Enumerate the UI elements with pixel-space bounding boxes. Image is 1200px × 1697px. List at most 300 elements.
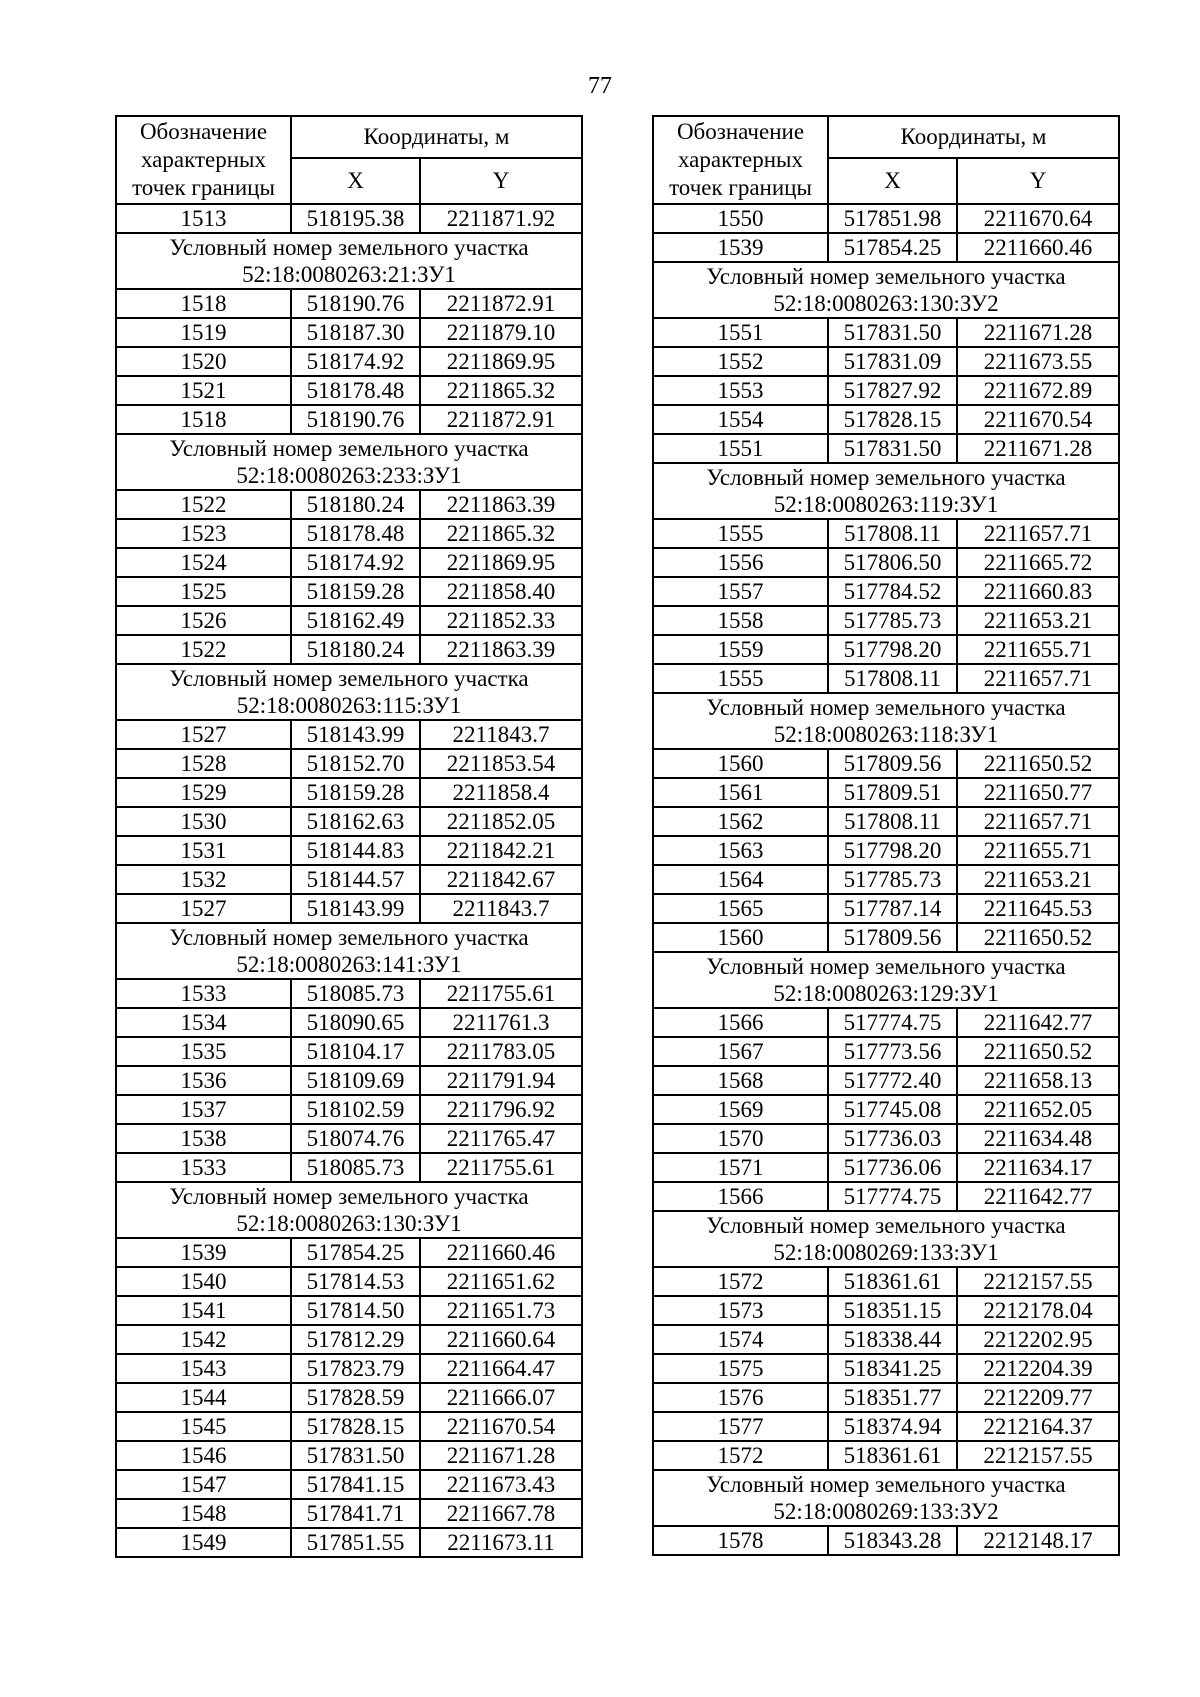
y-cell: 2211765.47: [420, 1124, 582, 1153]
x-cell: 518190.76: [291, 289, 420, 318]
parcel-number: 52:18:0080263:119:ЗУ1: [773, 492, 999, 517]
x-cell: 518180.24: [291, 490, 420, 519]
x-cell: 517787.14: [828, 894, 957, 923]
section-row: [116, 233, 582, 289]
x-cell: 518143.99: [291, 894, 420, 923]
table-row: [653, 577, 1119, 606]
point-cell: 1573: [653, 1296, 828, 1325]
y-cell: 2211672.89: [957, 376, 1119, 405]
table-row: [653, 1124, 1119, 1153]
x-cell: 517851.55: [291, 1528, 420, 1557]
table-row: [653, 1526, 1119, 1555]
parcel-number: 52:18:0080263:130:ЗУ2: [773, 291, 999, 316]
x-cell: 518174.92: [291, 548, 420, 577]
x-cell: 517772.40: [828, 1066, 957, 1095]
y-cell: 2211865.32: [420, 519, 582, 548]
x-cell: 517823.79: [291, 1354, 420, 1383]
x-cell: 518152.70: [291, 749, 420, 778]
header-point-designation: Обозначение характерных точек границы: [653, 116, 828, 204]
y-cell: 2211783.05: [420, 1037, 582, 1066]
table-row: [116, 720, 582, 749]
table-row: [116, 606, 582, 635]
table-row: [653, 778, 1119, 807]
x-cell: 517745.08: [828, 1095, 957, 1124]
y-cell: 2212148.17: [957, 1526, 1119, 1555]
table-row: [653, 635, 1119, 664]
x-cell: 518178.48: [291, 519, 420, 548]
point-cell: 1538: [116, 1124, 291, 1153]
table-row: [653, 1325, 1119, 1354]
point-cell: 1522: [116, 490, 291, 519]
parcel-number: 52:18:0080263:21:ЗУ1: [242, 262, 456, 287]
y-cell: 2211660.83: [957, 577, 1119, 606]
table-row: [116, 204, 582, 233]
table-row: [116, 1008, 582, 1037]
x-cell: 518104.17: [291, 1037, 420, 1066]
y-cell: 2211655.71: [957, 836, 1119, 865]
x-cell: 518085.73: [291, 1153, 420, 1182]
parcel-number: 52:18:0080263:115:ЗУ1: [236, 693, 462, 718]
point-cell: 1518: [116, 289, 291, 318]
y-cell: 2211650.52: [957, 923, 1119, 952]
table-row: [653, 1412, 1119, 1441]
y-cell: 2211645.53: [957, 894, 1119, 923]
table-row: [116, 519, 582, 548]
y-cell: 2211671.28: [420, 1441, 582, 1470]
point-cell: 1567: [653, 1037, 828, 1066]
table-row: [116, 376, 582, 405]
parcel-number: 52:18:0080263:118:ЗУ1: [773, 722, 999, 747]
x-cell: 517736.03: [828, 1124, 957, 1153]
y-cell: 2211634.48: [957, 1124, 1119, 1153]
point-cell: 1574: [653, 1325, 828, 1354]
table-row: [116, 749, 582, 778]
table-row: [116, 1412, 582, 1441]
table-row: [653, 1095, 1119, 1124]
section-row: [116, 923, 582, 979]
x-cell: 518338.44: [828, 1325, 957, 1354]
y-cell: 2211642.77: [957, 1008, 1119, 1037]
x-cell: 518180.24: [291, 635, 420, 664]
parcel-number-cell: [116, 434, 582, 490]
section-row: [653, 952, 1119, 1008]
point-cell: 1525: [116, 577, 291, 606]
x-cell: 518195.38: [291, 204, 420, 233]
point-cell: 1546: [116, 1441, 291, 1470]
table-row: [653, 1267, 1119, 1296]
point-cell: 1569: [653, 1095, 828, 1124]
parcel-number-cell: [116, 1182, 582, 1238]
table-row: [653, 1153, 1119, 1182]
parcel-number-cell: [116, 923, 582, 979]
parcel-number-cell: [653, 262, 1119, 318]
point-cell: 1524: [116, 548, 291, 577]
x-cell: 518144.83: [291, 836, 420, 865]
y-cell: 2211858.4: [420, 778, 582, 807]
x-cell: 518190.76: [291, 405, 420, 434]
point-cell: 1527: [116, 894, 291, 923]
table-row: [116, 1238, 582, 1267]
table-row: [116, 1095, 582, 1124]
x-cell: 518090.65: [291, 1008, 420, 1037]
table-row: [116, 1325, 582, 1354]
y-cell: 2212178.04: [957, 1296, 1119, 1325]
point-cell: 1533: [116, 1153, 291, 1182]
y-cell: 2211791.94: [420, 1066, 582, 1095]
point-cell: 1527: [116, 720, 291, 749]
x-cell: 518074.76: [291, 1124, 420, 1153]
table-row: [653, 606, 1119, 635]
y-cell: 2211761.3: [420, 1008, 582, 1037]
y-cell: 2211634.17: [957, 1153, 1119, 1182]
point-cell: 1555: [653, 664, 828, 693]
point-cell: 1544: [116, 1383, 291, 1412]
x-cell: 517812.29: [291, 1325, 420, 1354]
table-row: [116, 894, 582, 923]
parcel-number-cell: [116, 664, 582, 720]
point-cell: 1520: [116, 347, 291, 376]
x-cell: 518109.69: [291, 1066, 420, 1095]
y-cell: 2211664.47: [420, 1354, 582, 1383]
x-cell: 517831.50: [828, 318, 957, 347]
header-coordinates: Координаты, м: [291, 116, 582, 158]
x-cell: 517814.53: [291, 1267, 420, 1296]
y-cell: 2211853.54: [420, 749, 582, 778]
point-cell: 1549: [116, 1528, 291, 1557]
table-row: [116, 1528, 582, 1557]
table-row: [653, 664, 1119, 693]
point-cell: 1537: [116, 1095, 291, 1124]
point-cell: 1545: [116, 1412, 291, 1441]
x-cell: 517736.06: [828, 1153, 957, 1182]
table-row: [653, 1383, 1119, 1412]
x-cell: 517798.20: [828, 635, 957, 664]
x-cell: 518085.73: [291, 979, 420, 1008]
parcel-number: 52:18:0080263:233:ЗУ1: [236, 463, 462, 488]
x-cell: 517831.50: [291, 1441, 420, 1470]
y-cell: 2211842.21: [420, 836, 582, 865]
x-cell: 518341.25: [828, 1354, 957, 1383]
x-cell: 518178.48: [291, 376, 420, 405]
point-cell: 1529: [116, 778, 291, 807]
y-cell: 2211865.32: [420, 376, 582, 405]
table-row: [116, 1267, 582, 1296]
point-cell: 1551: [653, 318, 828, 347]
x-cell: 517808.11: [828, 519, 957, 548]
table-row: [116, 548, 582, 577]
x-cell: 517806.50: [828, 548, 957, 577]
y-cell: 2211863.39: [420, 490, 582, 519]
y-cell: 2211673.11: [420, 1528, 582, 1557]
point-cell: 1543: [116, 1354, 291, 1383]
x-cell: 517831.50: [828, 434, 957, 463]
point-cell: 1530: [116, 807, 291, 836]
point-cell: 1542: [116, 1325, 291, 1354]
y-cell: 2211671.28: [957, 434, 1119, 463]
table-row: [116, 1383, 582, 1412]
y-cell: 2211650.52: [957, 1037, 1119, 1066]
table-row: [653, 1182, 1119, 1211]
x-cell: 517808.11: [828, 664, 957, 693]
point-cell: 1555: [653, 519, 828, 548]
parcel-number: 52:18:0080263:130:ЗУ1: [236, 1211, 462, 1236]
table-row: [116, 1124, 582, 1153]
parcel-caption: Условный номер земельного участка: [169, 436, 529, 461]
header-point-designation: Обозначение характерных точек границы: [116, 116, 291, 204]
y-cell: 2211755.61: [420, 1153, 582, 1182]
point-cell: 1523: [116, 519, 291, 548]
y-cell: 2211872.91: [420, 405, 582, 434]
table-row: [116, 318, 582, 347]
parcel-caption: Условный номер земельного участка: [706, 695, 1066, 720]
parcel-number: 52:18:0080269:133:ЗУ2: [773, 1499, 999, 1524]
section-row: [116, 664, 582, 720]
page-number: 77: [588, 73, 612, 99]
header-y: Y: [957, 158, 1119, 204]
x-cell: 517798.20: [828, 836, 957, 865]
x-cell: 517809.56: [828, 923, 957, 952]
parcel-number-cell: [653, 1470, 1119, 1526]
y-cell: 2212164.37: [957, 1412, 1119, 1441]
point-cell: 1522: [116, 635, 291, 664]
y-cell: 2211872.91: [420, 289, 582, 318]
point-cell: 1572: [653, 1441, 828, 1470]
table-row: [116, 490, 582, 519]
section-row: [116, 434, 582, 490]
y-cell: 2211670.54: [957, 405, 1119, 434]
table-row: [653, 1037, 1119, 1066]
y-cell: 2211660.46: [957, 233, 1119, 262]
parcel-caption: Условный номер земельного участка: [169, 666, 529, 691]
y-cell: 2212209.77: [957, 1383, 1119, 1412]
table-row: [116, 865, 582, 894]
table-row: [653, 865, 1119, 894]
point-cell: 1572: [653, 1267, 828, 1296]
table-row: [653, 1354, 1119, 1383]
table-row: [116, 1153, 582, 1182]
parcel-caption: Условный номер земельного участка: [169, 1184, 529, 1209]
x-cell: 517828.15: [828, 405, 957, 434]
x-cell: 518374.94: [828, 1412, 957, 1441]
y-cell: 2211651.62: [420, 1267, 582, 1296]
header-x: X: [828, 158, 957, 204]
table-row: [116, 405, 582, 434]
section-row: [653, 693, 1119, 749]
table-row: [653, 749, 1119, 778]
x-cell: 517774.75: [828, 1182, 957, 1211]
y-cell: 2211879.10: [420, 318, 582, 347]
parcel-caption: Условный номер земельного участка: [706, 1213, 1066, 1238]
point-cell: 1571: [653, 1153, 828, 1182]
table-row: [116, 347, 582, 376]
point-cell: 1565: [653, 894, 828, 923]
point-cell: 1566: [653, 1182, 828, 1211]
x-cell: 518343.28: [828, 1526, 957, 1555]
parcel-caption: Условный номер земельного участка: [169, 925, 529, 950]
parcel-number: 52:18:0080263:141:ЗУ1: [236, 952, 462, 977]
header-coordinates: Координаты, м: [828, 116, 1119, 158]
y-cell: 2211665.72: [957, 548, 1119, 577]
x-cell: 517828.59: [291, 1383, 420, 1412]
point-cell: 1528: [116, 749, 291, 778]
table-row: [116, 1037, 582, 1066]
y-cell: 2211671.28: [957, 318, 1119, 347]
point-cell: 1568: [653, 1066, 828, 1095]
x-cell: 518351.77: [828, 1383, 957, 1412]
x-cell: 517851.98: [828, 204, 957, 233]
section-row: [653, 262, 1119, 318]
table-row: [653, 807, 1119, 836]
table-row: [116, 1499, 582, 1528]
y-cell: 2211858.40: [420, 577, 582, 606]
point-cell: 1557: [653, 577, 828, 606]
point-cell: 1566: [653, 1008, 828, 1037]
point-cell: 1576: [653, 1383, 828, 1412]
y-cell: 2211660.46: [420, 1238, 582, 1267]
y-cell: 2211657.71: [957, 664, 1119, 693]
point-cell: 1539: [116, 1238, 291, 1267]
x-cell: 517809.56: [828, 749, 957, 778]
parcel-number-cell: [653, 693, 1119, 749]
y-cell: 2211653.21: [957, 865, 1119, 894]
y-cell: 2211660.64: [420, 1325, 582, 1354]
x-cell: 517831.09: [828, 347, 957, 376]
table-row: [116, 1066, 582, 1095]
table-row: [116, 577, 582, 606]
y-cell: 2211657.71: [957, 807, 1119, 836]
coordinates-table-right: [652, 115, 1120, 1556]
parcel-number-cell: [653, 463, 1119, 519]
x-cell: 518162.49: [291, 606, 420, 635]
point-cell: 1548: [116, 1499, 291, 1528]
table-row: [116, 1354, 582, 1383]
point-cell: 1535: [116, 1037, 291, 1066]
point-cell: 1540: [116, 1267, 291, 1296]
parcel-number-cell: [653, 1211, 1119, 1267]
point-cell: 1553: [653, 376, 828, 405]
y-cell: 2211651.73: [420, 1296, 582, 1325]
y-cell: 2211670.64: [957, 204, 1119, 233]
point-cell: 1541: [116, 1296, 291, 1325]
x-cell: 517828.15: [291, 1412, 420, 1441]
table-row: [653, 1008, 1119, 1037]
point-cell: 1552: [653, 347, 828, 376]
x-cell: 517774.75: [828, 1008, 957, 1037]
x-cell: 517854.25: [828, 233, 957, 262]
point-cell: 1577: [653, 1412, 828, 1441]
y-cell: 2211869.95: [420, 548, 582, 577]
point-cell: 1560: [653, 923, 828, 952]
x-cell: 518159.28: [291, 778, 420, 807]
table-row: [116, 1296, 582, 1325]
y-cell: 2211673.55: [957, 347, 1119, 376]
parcel-caption: Условный номер земельного участка: [706, 465, 1066, 490]
x-cell: 517808.11: [828, 807, 957, 836]
point-cell: 1531: [116, 836, 291, 865]
x-cell: 518361.61: [828, 1267, 957, 1296]
y-cell: 2211666.07: [420, 1383, 582, 1412]
y-cell: 2212157.55: [957, 1441, 1119, 1470]
x-cell: 517785.73: [828, 606, 957, 635]
table-row: [653, 1296, 1119, 1325]
point-cell: 1551: [653, 434, 828, 463]
x-cell: 518159.28: [291, 577, 420, 606]
y-cell: 2211755.61: [420, 979, 582, 1008]
y-cell: 2211852.33: [420, 606, 582, 635]
table-row: [653, 233, 1119, 262]
header-x: X: [291, 158, 420, 204]
point-cell: 1532: [116, 865, 291, 894]
parcel-number-cell: [653, 952, 1119, 1008]
table-row: [653, 519, 1119, 548]
parcel-number: 52:18:0080263:129:ЗУ1: [773, 981, 999, 1006]
point-cell: 1564: [653, 865, 828, 894]
table-row: [116, 289, 582, 318]
y-cell: 2211670.54: [420, 1412, 582, 1441]
point-cell: 1536: [116, 1066, 291, 1095]
y-cell: 2211657.71: [957, 519, 1119, 548]
y-cell: 2211652.05: [957, 1095, 1119, 1124]
point-cell: 1556: [653, 548, 828, 577]
x-cell: 517814.50: [291, 1296, 420, 1325]
x-cell: 518361.61: [828, 1441, 957, 1470]
table-body-right: [653, 204, 1119, 1555]
point-cell: 1513: [116, 204, 291, 233]
table-row: [653, 376, 1119, 405]
table-row: [653, 405, 1119, 434]
y-cell: 2211650.77: [957, 778, 1119, 807]
point-cell: 1578: [653, 1526, 828, 1555]
table-row: [653, 318, 1119, 347]
section-row: [653, 463, 1119, 519]
y-cell: 2211863.39: [420, 635, 582, 664]
y-cell: 2211655.71: [957, 635, 1119, 664]
y-cell: 2211869.95: [420, 347, 582, 376]
table-row: [653, 894, 1119, 923]
table-row: [116, 807, 582, 836]
table-row: [116, 979, 582, 1008]
x-cell: 517854.25: [291, 1238, 420, 1267]
y-cell: 2211843.7: [420, 720, 582, 749]
x-cell: 517809.51: [828, 778, 957, 807]
point-cell: 1560: [653, 749, 828, 778]
y-cell: 2211796.92: [420, 1095, 582, 1124]
y-cell: 2211667.78: [420, 1499, 582, 1528]
x-cell: 518162.63: [291, 807, 420, 836]
point-cell: 1521: [116, 376, 291, 405]
x-cell: 518174.92: [291, 347, 420, 376]
x-cell: 518187.30: [291, 318, 420, 347]
x-cell: 517784.52: [828, 577, 957, 606]
point-cell: 1558: [653, 606, 828, 635]
table-row: [653, 548, 1119, 577]
x-cell: 517827.92: [828, 376, 957, 405]
y-cell: 2212202.95: [957, 1325, 1119, 1354]
y-cell: 2211658.13: [957, 1066, 1119, 1095]
parcel-caption: Условный номер земельного участка: [169, 235, 529, 260]
point-cell: 1562: [653, 807, 828, 836]
x-cell: 517841.15: [291, 1470, 420, 1499]
table-row: [653, 1066, 1119, 1095]
point-cell: 1534: [116, 1008, 291, 1037]
y-cell: 2212204.39: [957, 1354, 1119, 1383]
x-cell: 518351.15: [828, 1296, 957, 1325]
x-cell: 517785.73: [828, 865, 957, 894]
point-cell: 1518: [116, 405, 291, 434]
header-y: Y: [420, 158, 582, 204]
table-row: [653, 1441, 1119, 1470]
table-body-left: [116, 204, 582, 1557]
